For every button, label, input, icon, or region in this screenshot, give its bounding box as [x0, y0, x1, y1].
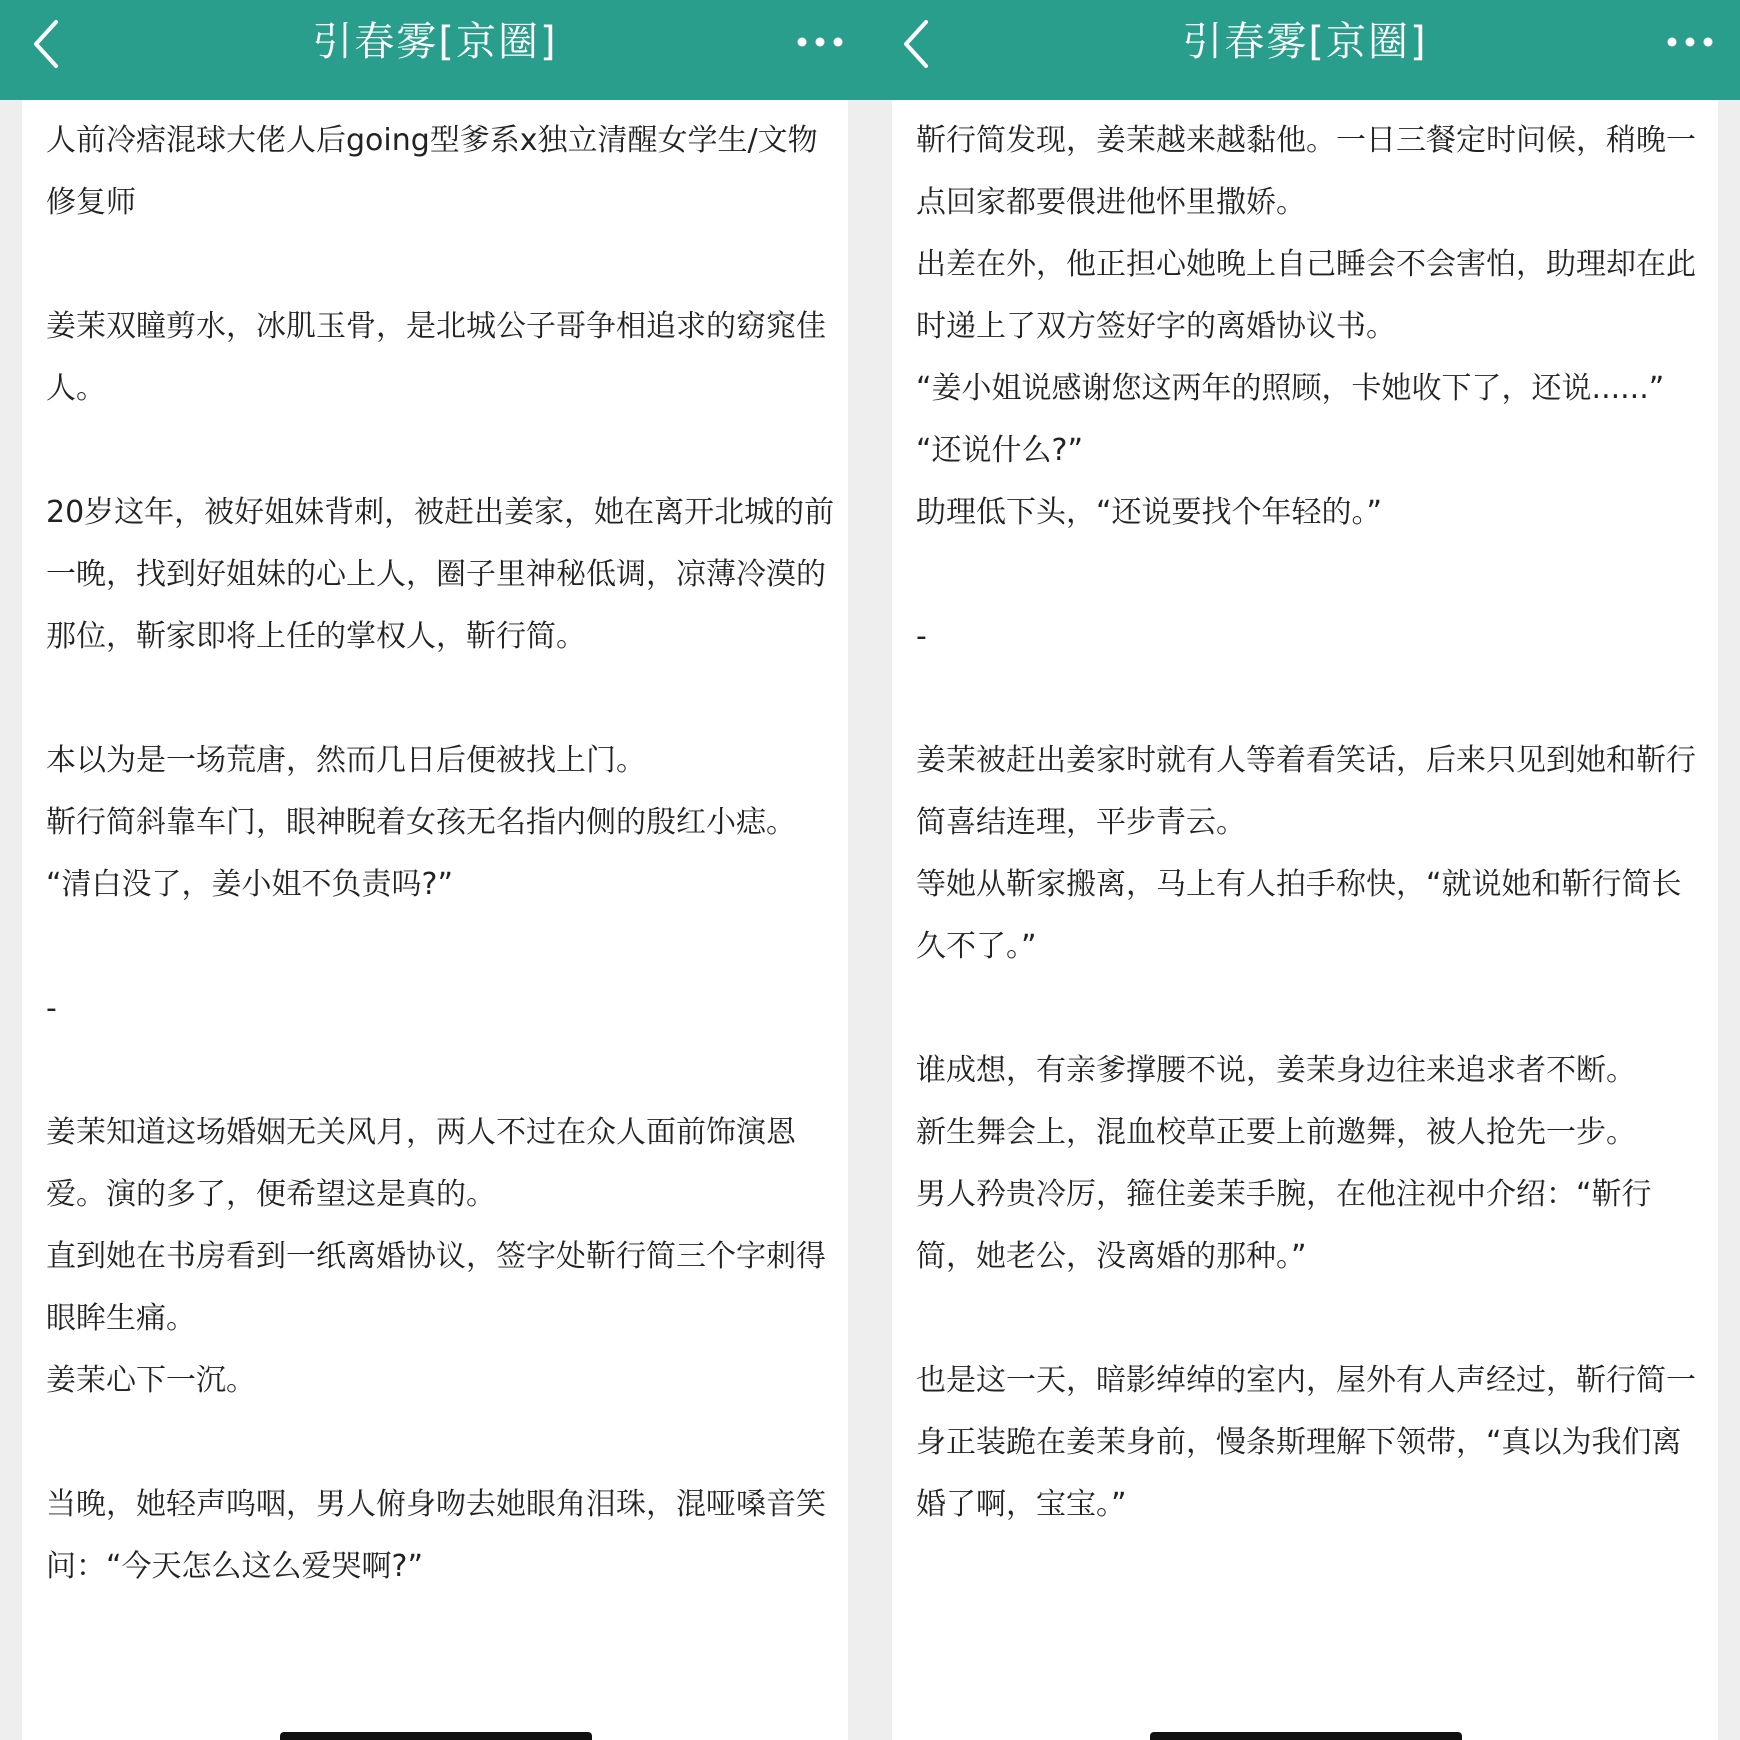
paragraph: 靳行简发现，姜茉越来越黏他。一日三餐定时问候，稍晚一点回家都要偎进他怀里撒娇。: [916, 123, 1696, 220]
paragraph: 出差在外，他正担心她晚上自己睡会不会害怕，助理却在此时递上了双方签好字的离婚协议书。: [916, 247, 1696, 344]
reading-page: [22, 100, 848, 1740]
paragraph: 谁成想，有亲爹撑腰不说，姜茉身边往来追求者不断。: [916, 1053, 1636, 1088]
book-title: 引春雾[京圈]: [312, 19, 558, 65]
paragraph-gap: [46, 668, 836, 730]
chevron-left-icon: [26, 14, 66, 74]
home-indicator[interactable]: [1150, 1732, 1462, 1740]
paragraph-gap: [46, 916, 836, 978]
paragraph: 新生舞会上，混血校草正要上前邀舞，被人抢先一步。: [916, 1115, 1636, 1150]
back-button[interactable]: [26, 14, 66, 74]
home-indicator[interactable]: [280, 1732, 592, 1740]
more-button[interactable]: [792, 24, 848, 60]
paragraph-gap: [46, 1412, 836, 1474]
back-button[interactable]: [896, 14, 936, 74]
paragraph-gap: [916, 1288, 1706, 1350]
paragraph: 姜茉心下一沉。: [46, 1363, 256, 1398]
more-horizontal-icon: [792, 24, 848, 60]
text-content: [46, 110, 836, 1598]
paragraph: 助理低下头，“还说要找个年轻的。”: [916, 495, 1383, 530]
paragraph: 靳行简斜靠车门，眼神睨着女孩无名指内侧的殷红小痣。: [46, 805, 796, 840]
paragraph: 男人矜贵冷厉，箍住姜茉手腕，在他注视中介绍：“靳行简，她老公，没离婚的那种。”: [916, 1177, 1652, 1274]
paragraph-gap: [916, 978, 1706, 1040]
paragraph: 姜茉被赶出姜家时就有人等着看笑话，后来只见到她和靳行简喜结连理，平步青云。: [916, 743, 1696, 840]
paragraph: 姜茉知道这场婚姻无关风月，两人不过在众人面前饰演恩爱。演的多了，便希望这是真的。: [46, 1115, 796, 1212]
paragraph: -: [46, 991, 57, 1026]
paragraph: 本以为是一场荒唐，然而几日后便被找上门。: [46, 743, 646, 778]
paragraph: -: [916, 619, 927, 654]
paragraph-gap: [916, 544, 1706, 606]
paragraph-gap: [46, 420, 836, 482]
chevron-left-icon: [896, 14, 936, 74]
book-title: 引春雾[京圈]: [1182, 19, 1428, 65]
paragraph-gap: [46, 234, 836, 296]
top-bar: [870, 0, 1740, 100]
paragraph: “清白没了，姜小姐不负责吗?”: [46, 867, 454, 902]
paragraph: 20岁这年，被好姐妹背刺，被赶出姜家，她在离开北城的前一晚，找到好姐妹的心上人，圈子里神秘低调，凉薄冷漠的那位，靳家即将上任的掌权人，靳行简。: [46, 495, 835, 654]
paragraph: 直到她在书房看到一纸离婚协议，签字处靳行简三个字刺得眼眸生痛。: [46, 1239, 826, 1336]
more-button[interactable]: [1662, 24, 1718, 60]
more-horizontal-icon: [1662, 24, 1718, 60]
paragraph: 姜茉双瞳剪水，冰肌玉骨，是北城公子哥争相追求的窈窕佳人。: [46, 309, 826, 406]
paragraph: 当晚，她轻声呜咽，男人俯身吻去她眼角泪珠，混哑嗓音笑问：“今天怎么这么爱哭啊?”: [46, 1487, 826, 1584]
paragraph: “还说什么?”: [916, 433, 1084, 468]
top-bar: [0, 0, 870, 100]
paragraph: 人前冷痞混球大佬人后going型爹系x独立清醒女学生/文物修复师: [46, 123, 818, 220]
paragraph: 也是这一天，暗影绰绰的室内，屋外有人声经过，靳行简一身正装跪在姜茉身前，慢条斯理解下领带，“真以为我们离婚了啊，宝宝。”: [916, 1363, 1696, 1522]
text-content: [916, 110, 1706, 1536]
reading-page: [892, 100, 1718, 1740]
paragraph: 等她从靳家搬离，马上有人拍手称快，“就说她和靳行简长久不了。”: [916, 867, 1682, 964]
reader-screen-right: [870, 0, 1740, 1740]
paragraph-gap: [46, 1040, 836, 1102]
paragraph-gap: [916, 668, 1706, 730]
paragraph: “姜小姐说感谢您这两年的照顾，卡她收下了，还说......”: [916, 371, 1665, 406]
